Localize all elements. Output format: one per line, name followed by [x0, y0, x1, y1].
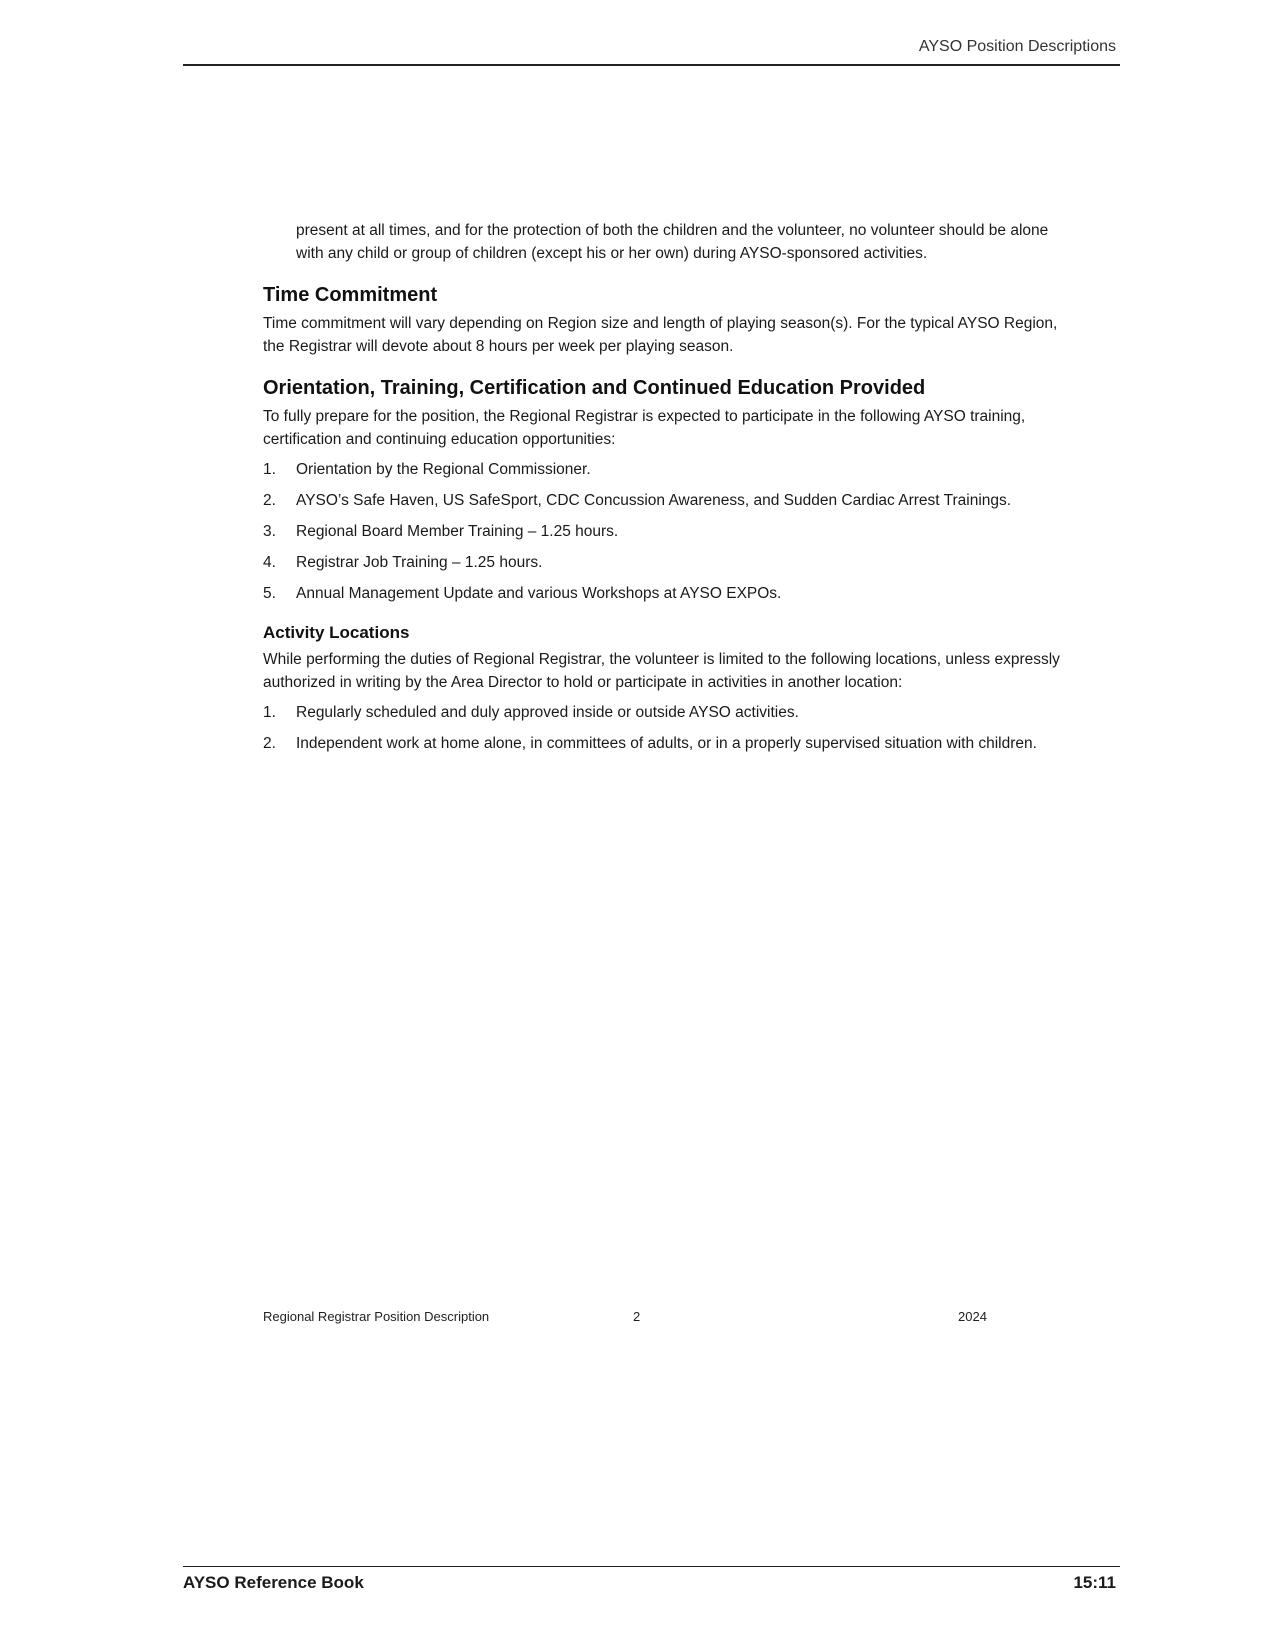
document-body: [263, 219, 1073, 763]
list-item: [263, 582, 1073, 605]
page-footer-doc-title: Regional Registrar Position Description: [263, 1309, 490, 1324]
list-number: 2.: [263, 492, 276, 509]
page-footer: [263, 1309, 993, 1329]
list-number: 4.: [263, 554, 276, 571]
orientation-heading: Orientation, Training, Certification and Continued Education Provided: [263, 377, 926, 399]
orientation-intro: To fully prepare for the position, the Regional Registrar is expected to participate in the following AYSO training, certification and continuing education opportunities:: [263, 408, 1026, 448]
list-item: [263, 701, 1073, 724]
page-number: 2: [633, 1309, 641, 1324]
list-item: [263, 520, 1073, 543]
running-header: [183, 38, 1120, 66]
activity-locations-heading: Activity Locations: [263, 623, 410, 642]
list-text: Orientation by the Regional Commissioner.: [296, 461, 591, 478]
list-text: AYSO’s Safe Haven, US SafeSport, CDC Concussion Awareness, and Sudden Cardiac Arrest Trainings.: [296, 492, 1012, 509]
activity-locations-list: [263, 701, 1073, 755]
running-header-title: AYSO Position Descriptions: [918, 38, 1116, 55]
orientation-list: [263, 458, 1073, 605]
list-text: Annual Management Update and various Workshops at AYSO EXPOs.: [296, 585, 782, 602]
list-text: Independent work at home alone, in committees of adults, or in a properly supervised situation with children.: [296, 735, 1037, 752]
time-commitment-text: Time commitment will vary depending on Region size and length of playing season(s). For the typical AYSO Region, the Registrar will devote about 8 hours per week per playing season.: [263, 315, 1058, 355]
time-commitment-heading: Time Commitment: [263, 284, 438, 306]
list-number: 5.: [263, 585, 276, 602]
list-text: Registrar Job Training – 1.25 hours.: [296, 554, 543, 571]
page-footer-year: 2024: [958, 1309, 987, 1324]
book-title: AYSO Reference Book: [183, 1573, 364, 1592]
list-item: [263, 732, 1073, 755]
list-item: [263, 551, 1073, 574]
list-number: 1.: [263, 461, 276, 478]
continuation-paragraph: present at all times, and for the protection of both the children and the volunteer, no volunteer should be alone with any child or group of children (except his or her own) during AYSO-sponsored activities.: [296, 222, 1049, 262]
book-footer: [183, 1566, 1120, 1597]
list-number: 3.: [263, 523, 276, 540]
book-page-number: 15:11: [1073, 1573, 1116, 1592]
list-number: 2.: [263, 735, 276, 752]
activity-locations-intro: While performing the duties of Regional Registrar, the volunteer is limited to the following locations, unless expressly authorized in writing by the Area Director to hold or participate in activities in another location:: [263, 651, 1060, 691]
list-item: [263, 489, 1073, 512]
list-number: 1.: [263, 704, 276, 721]
list-item: [263, 458, 1073, 481]
list-text: Regional Board Member Training – 1.25 hours.: [296, 523, 619, 540]
list-text: Regularly scheduled and duly approved inside or outside AYSO activities.: [296, 704, 799, 721]
